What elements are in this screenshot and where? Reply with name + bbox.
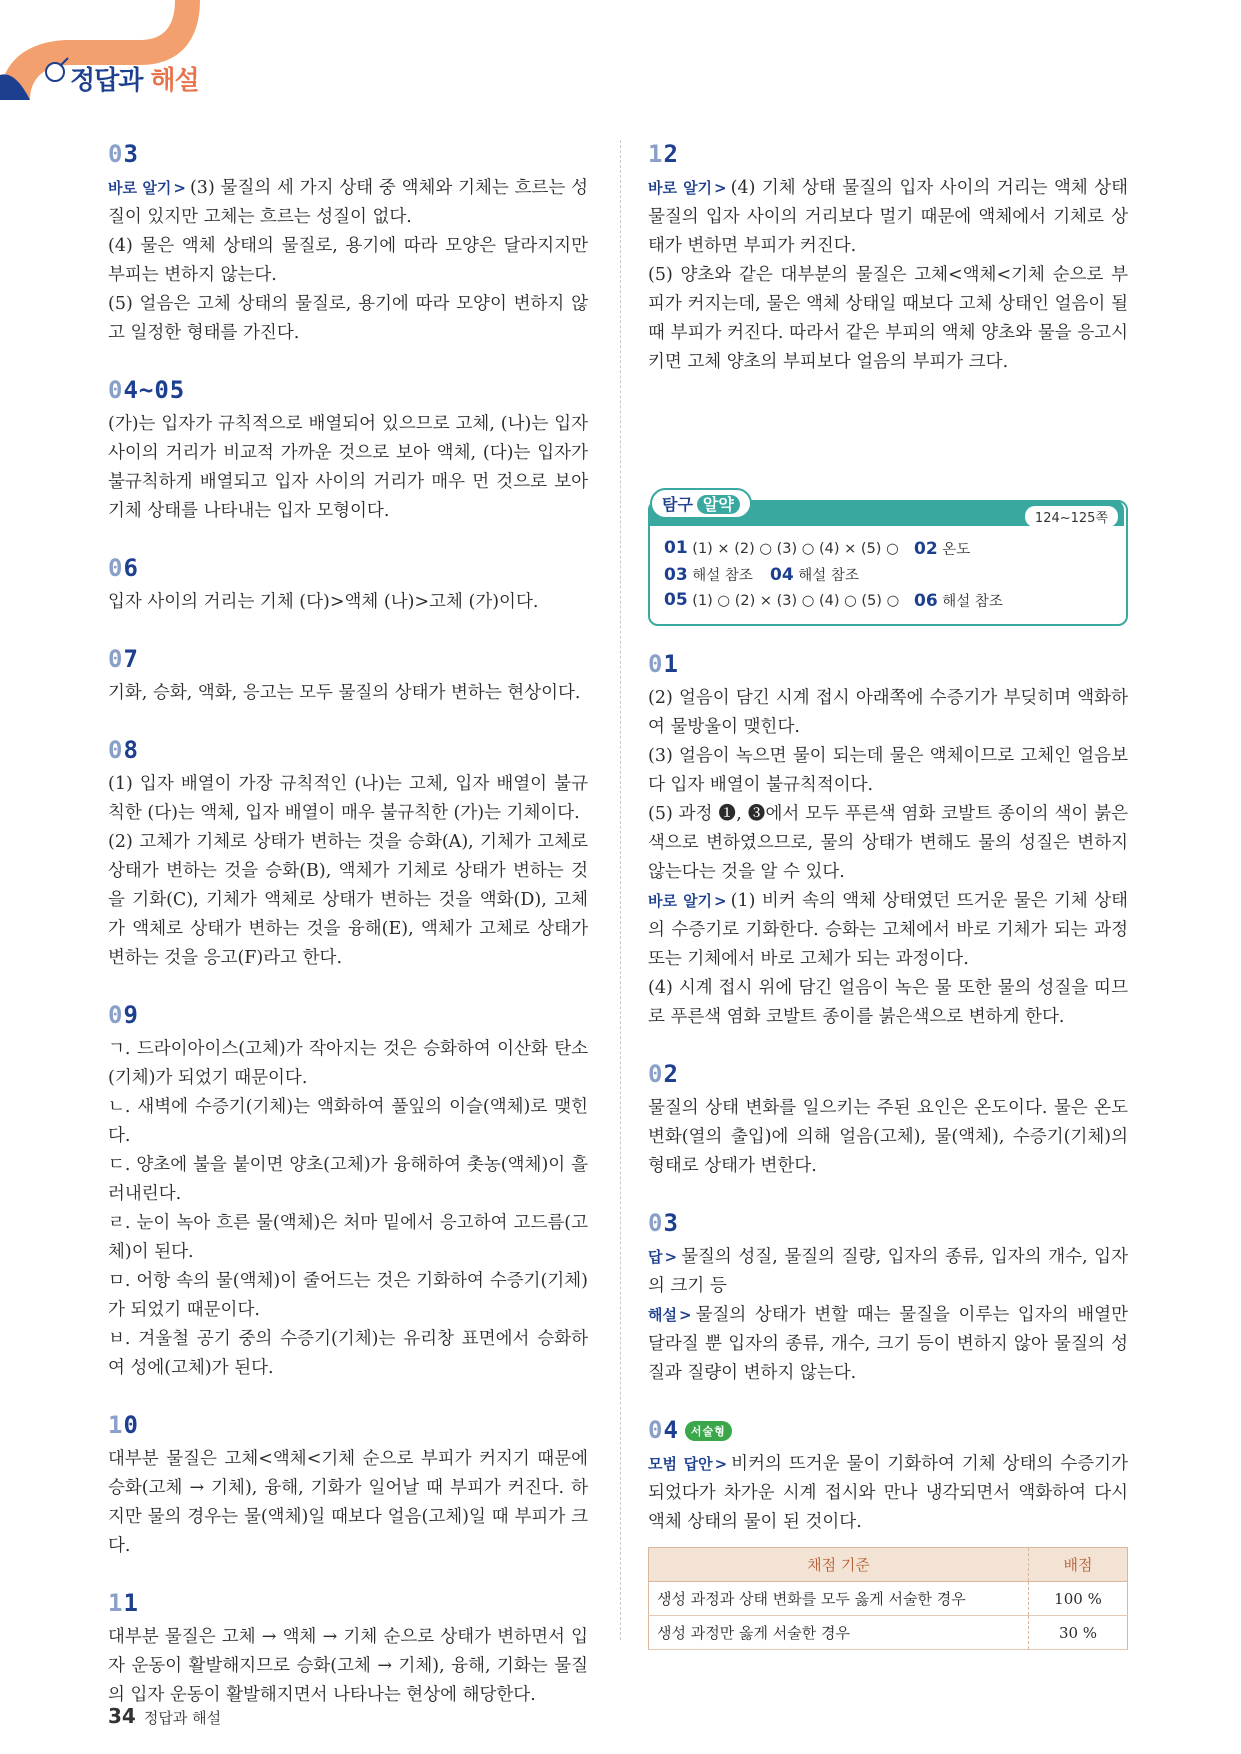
section-number: 12 xyxy=(648,140,679,168)
column-divider xyxy=(620,140,621,1640)
section-number: 04~05 xyxy=(108,376,186,404)
section-number: 03 xyxy=(108,140,139,168)
section-q04 xyxy=(648,1416,1128,1650)
section-number: 10 xyxy=(108,1411,139,1439)
section-number: 01 xyxy=(648,650,679,678)
answer-section xyxy=(648,140,1128,377)
summary-tag: 탐구 알약 xyxy=(650,488,752,519)
paragraph: 바로 알기 > (1) 비커 속의 액체 상태였던 뜨거운 물은 기체 상태의 수증기로 기화한다. 승화는 고체에서 바로 기체가 되는 과정 또는 기체에서 바로 고체가 되는 과정이다. xyxy=(648,891,1128,969)
paragraph: (5) 과정 ❶, ❸에서 모두 푸른색 염화 코발트 종이의 색이 붉은색으로 변하였으므로, 물의 상태가 변해도 물의 성질은 변하지 않는다는 것을 알 수 있다. xyxy=(648,804,1129,882)
answer-section xyxy=(108,1589,588,1710)
summary-row-1b: 02 온도 xyxy=(914,539,971,559)
paragraph: (2) 고체가 기체로 상태가 변하는 것을 승화(A), 기체가 고체로 상태가 변하는 것을 승화(B), 액체가 기체로 상태가 변하는 것을 기화(C), 기체가 액체로 상태가 변하는 것을 액화(D), 고체가 액체로 상태가 변하는 것을 융해(E), 액체가 고체로 상태가 변하는 것을 응고(F)라고 한다. xyxy=(108,832,588,968)
paragraph: 바로 알기 > (3) 물질의 세 가지 상태 중 액체와 기체는 흐르는 성질이 있지만 고체는 흐르는 성질이 없다. xyxy=(108,178,588,227)
grading-table xyxy=(648,1547,1128,1650)
left-column xyxy=(108,140,588,1738)
table-row xyxy=(649,1582,1128,1616)
paragraph: 답 > 물질의 성질, 물질의 질량, 입자의 종류, 입자의 개수, 입자의 크기 등 xyxy=(648,1247,1128,1296)
paragraph: (5) 얼음은 고체 상태의 물질로, 용기에 따라 모양이 변하지 않고 일정한 형태를 가진다. xyxy=(108,294,588,343)
grading-criteria: 생성 과정과 상태 변화를 모두 옳게 서술한 경우 xyxy=(649,1582,1029,1616)
summary-row-2b: 04 해설 참조 xyxy=(770,565,859,585)
paragraph: 해설 > 물질의 상태가 변할 때는 물질을 이루는 입자의 배열만 달라질 뿐 입자의 종류, 개수, 크기 등이 변하지 않아 물질의 성질과 질량이 변하지 않는다. xyxy=(648,1305,1128,1383)
paragraph-tag: 해설 > xyxy=(648,1306,692,1324)
grading-score: 100 % xyxy=(1029,1582,1128,1616)
summary-row-2: 03 해설 참조 xyxy=(664,565,753,585)
paragraph: (4) 물은 액체 상태의 물질로, 용기에 따라 모양은 달라지지만 부피는 변하지 않는다. xyxy=(108,236,588,285)
answer-section xyxy=(108,554,588,617)
section-number: 11 xyxy=(108,1589,139,1617)
summary-row-3: 05 (1) ○ (2) × (3) ○ (4) ○ (5) ○ xyxy=(664,590,900,610)
page-footer xyxy=(108,1704,221,1728)
essay-badge: 서술형 xyxy=(685,1421,732,1441)
paragraph: (2) 얼음이 담긴 시계 접시 아래쪽에 수증기가 부딪히며 액화하여 물방울이 맺힌다. xyxy=(648,688,1128,737)
paragraph-tag: 모범 답안 > xyxy=(648,1455,728,1473)
summary-pages: 124~125쪽 xyxy=(1025,506,1118,527)
paragraph: ㄹ. 눈이 녹아 흐른 물(액체)은 처마 밑에서 응고하여 고드름(고체)이 된다. xyxy=(108,1213,588,1262)
paragraph-tag: 바로 알기 > xyxy=(648,179,727,197)
section-number: 08 xyxy=(108,736,139,764)
section-number: 06 xyxy=(108,554,139,582)
paragraph: (4) 시계 접시 위에 담긴 얼음이 녹은 물 또한 물의 성질을 띠므로 푸른색 염화 코발트 종이를 붉은색으로 변하게 한다. xyxy=(648,978,1128,1027)
paragraph: ㄴ. 새벽에 수증기(기체)는 액화하여 풀잎의 이슬(액체)로 맺힌다. xyxy=(108,1097,588,1146)
paragraph-tag: 답 > xyxy=(648,1248,678,1266)
paragraph: ㄷ. 양초에 불을 붙이면 양초(고체)가 융해하여 촛농(액체)이 흘러내린다. xyxy=(108,1155,588,1204)
summary-box xyxy=(648,495,1128,626)
answer-section xyxy=(108,1411,588,1561)
paragraph-tag: 바로 알기 > xyxy=(648,892,727,910)
answer-section xyxy=(108,645,588,708)
section-number: 09 xyxy=(108,1001,139,1029)
answer-section xyxy=(648,1209,1128,1388)
right-column-top xyxy=(648,140,1128,405)
paragraph: ㅁ. 어항 속의 물(액체)이 줄어드는 것은 기화하여 수증기(기체)가 되었기 때문이다. xyxy=(108,1271,588,1320)
paragraph: ㅂ. 겨울철 공기 중의 수증기(기체)는 유리창 표면에서 승화하여 성에(고체)가 된다. xyxy=(108,1329,588,1378)
paragraph: 입자 사이의 거리는 기체 (다)>액체 (나)>고체 (가)이다. xyxy=(108,592,539,612)
paragraph: 기화, 승화, 액화, 응고는 모두 물질의 상태가 변하는 현상이다. xyxy=(108,683,581,703)
paragraph: (1) 입자 배열이 가장 규칙적인 (나)는 고체, 입자 배열이 불규칙한 (다)는 액체, 입자 배열이 매우 불규칙한 (가)는 기체이다. xyxy=(108,774,588,823)
paragraph: 대부분 물질은 고체<액체<기체 순으로 부피가 커지기 때문에 승화(고체 → 기체), 융해, 기화가 일어날 때 부피가 커진다. 하지만 물의 경우는 물(액체)일 때보다 얼음(고체)일 때 부피가 크다. xyxy=(108,1449,588,1556)
page-number: 34 xyxy=(108,1704,136,1728)
paragraph: 모범 답안 > 비커의 뜨거운 물이 기화하여 기체 상태의 수증기가 되었다가 차가운 시계 접시와 만나 냉각되면서 액화하여 다시 액체 상태의 물이 된 것이다. xyxy=(648,1454,1128,1532)
paragraph: (5) 양초와 같은 대부분의 물질은 고체<액체<기체 순으로 부피가 커지는데, 물은 액체 상태일 때보다 고체 상태인 얼음이 될 때 부피가 커진다. 따라서 같은 부피의 액체 양초와 물을 응고시키면 고체 양초의 부피보다 얼음의 부피가 크다. xyxy=(648,265,1128,372)
right-column-bottom xyxy=(648,650,1128,1678)
grading-score: 30 % xyxy=(1029,1616,1128,1650)
paragraph: ㄱ. 드라이아이스(고체)가 작아지는 것은 승화하여 이산화 탄소(기체)가 되었기 때문이다. xyxy=(108,1039,588,1088)
answer-section xyxy=(648,650,1128,1032)
grading-header-score: 배점 xyxy=(1029,1548,1128,1582)
paragraph: 바로 알기 > (4) 기체 상태 물질의 입자 사이의 거리는 액체 상태 물질의 입자 사이의 거리보다 멀기 때문에 액체에서 기체로 상태가 변하면 부피가 커진다. xyxy=(648,178,1128,256)
paragraph: (가)는 입자가 규칙적으로 배열되어 있으므로 고체, (나)는 입자 사이의 거리가 비교적 가까운 것으로 보아 액체, (다)는 입자가 불규칙하게 배열되고 입자 사이의 거리가 매우 먼 것으로 보아 기체 상태를 나타내는 입자 모형이다. xyxy=(108,414,588,521)
summary-row-1: 01 (1) × (2) ○ (3) ○ (4) × (5) ○ xyxy=(664,538,899,558)
table-row xyxy=(649,1616,1128,1650)
answer-section xyxy=(648,1060,1128,1181)
grading-header-criteria: 채점 기준 xyxy=(649,1548,1029,1582)
grading-criteria: 생성 과정만 옳게 서술한 경우 xyxy=(649,1616,1029,1650)
footer-label: 정답과 해설 xyxy=(143,1709,222,1727)
summary-row-3b: 06 해설 참조 xyxy=(914,591,1003,611)
paragraph-tag: 바로 알기 > xyxy=(108,179,186,197)
paragraph: 물질의 상태 변화를 일으키는 주된 요인은 온도이다. 물은 온도 변화(열의 출입)에 의해 얼음(고체), 물(액체), 수증기(기체)의 형태로 상태가 변한다. xyxy=(648,1098,1128,1176)
section-number: 04 서술형 xyxy=(648,1416,1128,1444)
section-number: 02 xyxy=(648,1060,679,1088)
header-title: 정답과 해설 xyxy=(70,66,199,96)
section-number: 07 xyxy=(108,645,139,673)
answer-section xyxy=(108,376,588,526)
answer-section xyxy=(108,736,588,973)
paragraph: (3) 얼음이 녹으면 물이 되는데 물은 액체이므로 고체인 얼음보다 입자 배열이 불규칙적이다. xyxy=(648,746,1128,795)
answer-section xyxy=(108,1001,588,1383)
section-number: 03 xyxy=(648,1209,679,1237)
paragraph: 대부분 물질은 고체 → 액체 → 기체 순으로 상태가 변하면서 입자 운동이 활발해지므로 승화(고체 → 기체), 융해, 기화는 물질의 입자 운동이 활발해지면서 나타나는 현상에 해당한다. xyxy=(108,1627,588,1705)
answer-section xyxy=(108,140,588,348)
